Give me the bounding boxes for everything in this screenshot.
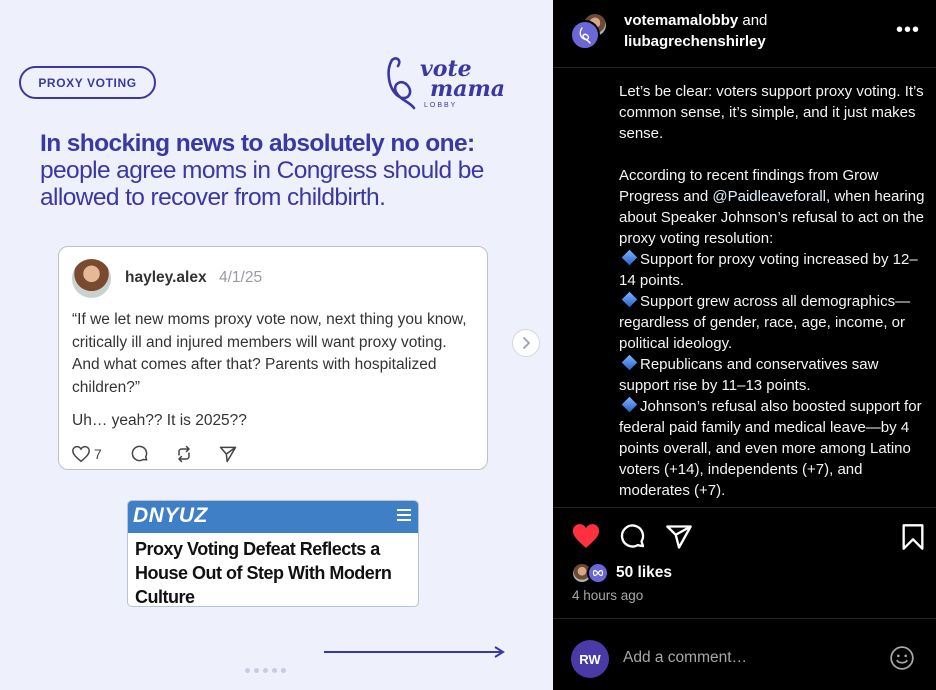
divider (553, 618, 936, 619)
infinity-icon (592, 569, 604, 577)
blue-diamond-icon (622, 397, 638, 413)
card-comment (130, 444, 150, 464)
hamburger-menu-icon (397, 509, 411, 521)
post-timestamp[interactable]: 4 hours ago (572, 588, 644, 603)
card-reply: Uh… yeah?? It is 2025?? (72, 412, 247, 429)
caption-paragraph (619, 165, 931, 249)
divider (553, 507, 936, 508)
caption-bullet (619, 354, 931, 396)
share-icon[interactable] (665, 523, 693, 551)
bookmark-icon[interactable] (901, 523, 925, 551)
collaborator-username[interactable]: liubagrechenshirley (624, 33, 766, 50)
vote-mama-logo-icon (384, 54, 418, 112)
card-like-count: 7 (94, 446, 102, 462)
logo-word-lobby: LOBBY (424, 102, 458, 109)
bullet-text: Republicans and conservatives saw support rise by 11–13 points. (619, 356, 879, 394)
blue-diamond-icon (622, 355, 638, 371)
card-username: hayley.alex (125, 269, 207, 286)
caption-text: According to recent findings from Grow Progress and (619, 167, 879, 205)
card-share (218, 444, 238, 464)
comment-icon[interactable] (619, 523, 647, 551)
likes-count[interactable]: 50 likes (616, 564, 673, 581)
avatar (587, 562, 609, 584)
logo-word-mama: mama (430, 76, 506, 102)
carousel-next-button[interactable] (512, 329, 540, 357)
carousel-dot (272, 668, 277, 673)
emoji-icon[interactable] (889, 645, 915, 671)
avatar (72, 259, 111, 298)
proxy-voting-tag: PROXY VOTING (19, 66, 156, 99)
card-actions (71, 443, 256, 465)
avatar: RW (571, 640, 609, 678)
news-headline: Proxy Voting Defeat Reflects a House Out of Step With Modern Culture (135, 539, 392, 607)
carousel-dot (254, 668, 259, 673)
carousel-dot (245, 668, 250, 673)
carousel-dots (245, 668, 290, 673)
bullet-text: Johnson’s refusal also boosted support for federal paid family and medical leave—by 4 points overall, and even more among Latino voters (+14), independents (+7), and moderates (+7). (619, 398, 922, 499)
headline-bold: In shocking news to absolutely no one: (40, 130, 475, 157)
comment-icon (130, 444, 150, 464)
slide-headline (40, 130, 510, 211)
caption-paragraph: Let’s be clear: voters support proxy voting. It’s common sense, it’s simple, and it just makes sense. (619, 83, 924, 142)
avatar[interactable] (570, 20, 600, 50)
owner-joiner: and (742, 12, 768, 29)
arrow-right-icon (324, 645, 506, 659)
repost-icon (174, 444, 194, 464)
mention-link[interactable]: @Paidleaveforall (712, 188, 827, 205)
blue-diamond-icon (622, 292, 638, 308)
post-owners (624, 10, 767, 52)
vote-mama-logo-icon (579, 26, 591, 44)
threads-post-card (58, 246, 488, 470)
send-icon (218, 444, 238, 464)
card-quote: “If we let new moms proxy vote now, next thing you know, critically ill and injured members will want proxy voting. And what comes after that? Parents with hospitalized children?” (72, 311, 467, 396)
news-card (127, 500, 419, 607)
post-actions (553, 520, 936, 556)
post-header (553, 0, 936, 68)
card-like (71, 445, 102, 463)
owner-username[interactable]: votemamalobby (624, 12, 739, 29)
likes-row[interactable] (571, 561, 672, 585)
caption-bullet (619, 396, 931, 501)
carousel-dot (281, 668, 286, 673)
headline-rest: people agree moms in Congress should be allowed to recover from childbirth. (40, 157, 484, 211)
card-repost (174, 444, 194, 464)
heart-icon (71, 445, 91, 463)
bullet-text: Support for proxy voting increased by 12–14 points. (619, 251, 918, 289)
caption-text: , when hearing about Speaker Johnson’s refusal to act on the proxy voting resolution: (619, 188, 925, 247)
card-date: 4/1/25 (219, 269, 263, 286)
heart-icon[interactable] (571, 522, 601, 550)
comment-input[interactable] (623, 646, 883, 670)
chevron-right-icon (521, 337, 531, 349)
bullet-text: Support grew across all demographics—regardless of gender, race, age, income, or political ideology. (619, 293, 911, 352)
caption-bullet (619, 249, 931, 291)
more-options-icon[interactable]: ••• (895, 19, 920, 41)
blue-diamond-icon (622, 250, 638, 266)
caption-bullet (619, 291, 931, 354)
vote-mama-logo (384, 52, 506, 114)
post-caption (619, 81, 931, 501)
carousel-dot (263, 668, 268, 673)
logo-word-vote: vote (420, 56, 472, 82)
news-brand: DNYUZ (133, 504, 208, 527)
news-header-bar (128, 501, 418, 533)
post-panel (553, 0, 936, 690)
